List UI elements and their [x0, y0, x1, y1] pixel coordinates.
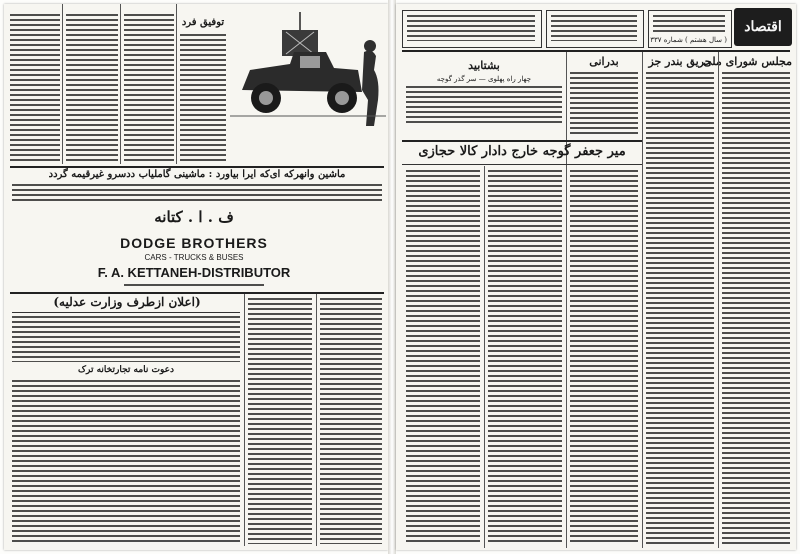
ad-name-farsi: ف . ا . کتانه	[154, 208, 234, 226]
text-column	[646, 72, 714, 544]
text-column	[10, 14, 60, 164]
text-column	[66, 14, 118, 164]
dodge-truck-ad-illustration	[230, 12, 386, 130]
ad-body-text	[12, 184, 382, 204]
subscription-box	[402, 10, 542, 48]
headline: میر جعفر گوجه خارج دادار کالا حجازی	[418, 144, 626, 159]
ad-products: CARS - TRUCKS & BUSES	[144, 253, 244, 262]
masthead: اقتصاد	[734, 8, 792, 46]
text-column	[722, 72, 790, 544]
page-gutter	[388, 0, 396, 554]
left-page	[4, 4, 388, 550]
text-column	[180, 34, 226, 164]
col4-sub: چهار راه پهلوی — سر گذر گوچه	[436, 75, 532, 83]
text-column	[320, 298, 382, 544]
text-column	[570, 72, 638, 136]
notice-text	[12, 316, 240, 362]
col2-title: حریق بندر جز	[648, 55, 712, 68]
subheading: دعوت نامه تجارتخانه ترک	[77, 365, 175, 375]
issue-number: ( سال هشتم ) شماره ۳۳۷	[650, 36, 727, 44]
text-column	[570, 170, 638, 544]
ad-distributor: F. A. KETTANEH-DISTRIBUTOR	[97, 265, 291, 280]
text-column	[124, 14, 174, 164]
text-column	[248, 298, 312, 544]
text-column	[488, 170, 562, 544]
text-column	[406, 170, 480, 544]
col1-title: مجلس شورای ملی	[703, 55, 792, 68]
column-title: توفیق فرد	[181, 17, 225, 28]
col4-title: بشتابید	[468, 59, 500, 72]
notice-text	[12, 380, 240, 544]
right-page	[396, 4, 796, 550]
ad-slogan: ماشین وانهرکه ای‌که ایرا بیاورد : ماشینی گاملیاب ددسرو غیرقیمه گردد	[48, 169, 346, 180]
date-box	[546, 10, 644, 48]
section-title: (اعلان ازطرف وزارت عدلیه)	[53, 295, 201, 309]
masthead-info	[648, 10, 732, 48]
col3-title: بدرانی	[589, 55, 619, 68]
text-column	[406, 86, 562, 126]
ad-brand: DODGE BROTHERS	[120, 235, 268, 251]
